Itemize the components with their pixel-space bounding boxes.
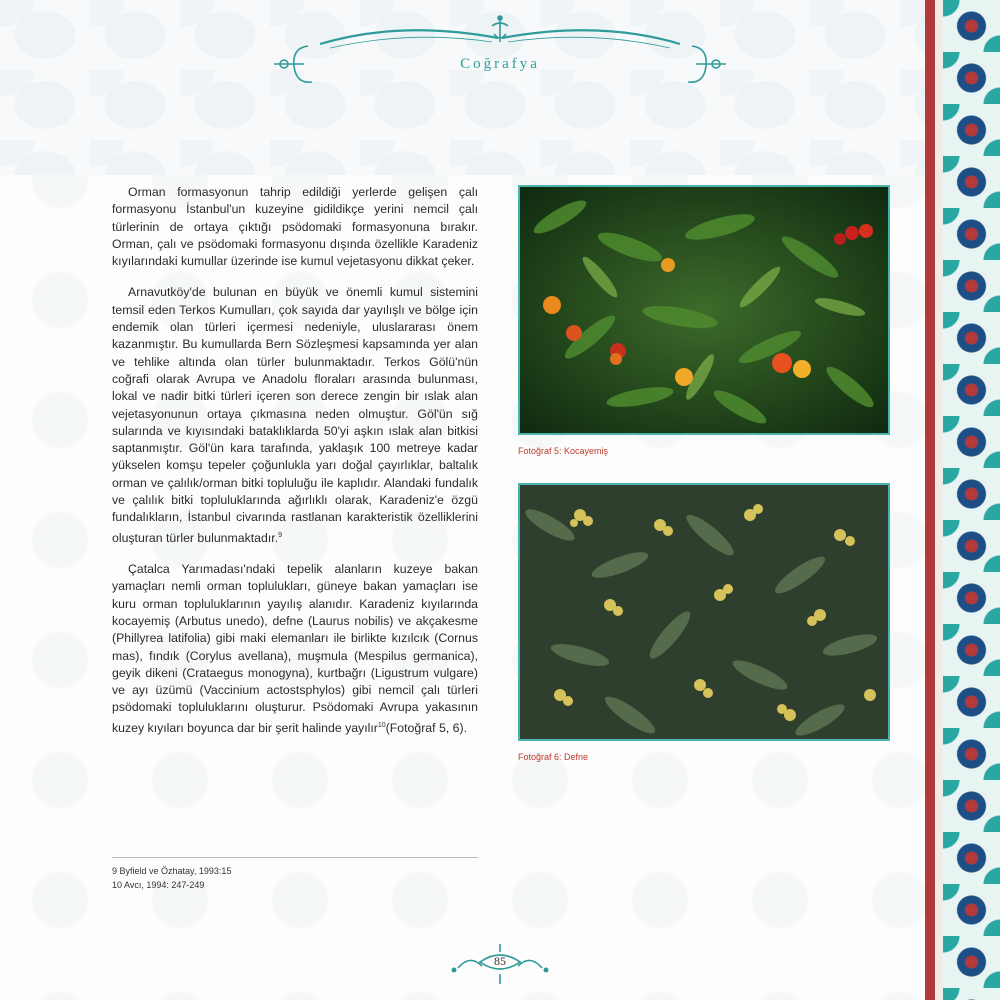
- paragraph-1: Orman formasyonun tahrip edildiği yerlerde gelişen çalı formasyonu İstanbul'un kuzeyine gidildikçe yerini nemcil çalı türlerinin de ortaya çıktığı psödomaki formasyonuna bırakır. Orman, çalı ve psödomaki formasyonu dışında özellikle Karadeniz kıyılarındaki kumullar üzerinde ise kumul vejetasyonu dikkat çeker.: [112, 185, 478, 269]
- caption-photo-5: Fotoğraf 5: Kocayemiş: [518, 446, 609, 456]
- border-gap-strip: [935, 0, 943, 1000]
- paragraph-2-text: Arnavutköy'de bulunan en büyük ve önemli kumul sistemini temsil eden Terkos Kumulları, çok sayıda dar yayılışlı ve bölge için endemik olan türleri içermesi nedeniyle, uluslararası önem kazanmıştır. Bu kumullarda Bern Sözleşmesi kapsamında yer alan ve tehlike altında olan türler bulunmaktadır. Terkos Gölü'nün coğrafi olarak Avrupa ve Anadolu floraları arasında bulunması, lokal ve nadir bitki türleri içeren son derece zengin bir ıslak alan vejetasyonunun ortaya çıkmasına neden olmuştur. Göl'ün sığ sularında ve kıyısındaki bataklıklarda 50'yi aşkın ıslak alan bitkisi saptanmıştır. Göl'ün kara tarafında, yaklaşık 100 metreye kadar yükselen komşu tepeler çoğunlukla yarı doğal çayırlıklar, baltalık orman ve çalılık/orman bitki topluluğu ile kaplıdır. Alandaki fundalık ve çalılık bitki topluluklarında ağırlıklı olarak, Karadeniz'e özgü fundalıkların, İstanbul civarında rastlanan karakteristik özelliklerini oluşturan türler bulunmaktadır.: [112, 285, 478, 545]
- paragraph-2: [112, 284, 478, 547]
- defne-illustration: [520, 485, 888, 739]
- kocayemis-illustration: [520, 187, 888, 433]
- footnote-ref-9: 9: [278, 531, 283, 539]
- footnote-9: 9 Byfield ve Özhatay, 1993:15: [112, 866, 232, 876]
- body-text-column: [112, 184, 478, 751]
- footnote-ref-10: 10: [377, 721, 386, 729]
- photo-kocayemis: [518, 185, 890, 435]
- border-red-strip: [925, 0, 935, 1000]
- border-tile-pattern: [943, 0, 1000, 1000]
- header-ornament: [270, 12, 730, 92]
- footnote-divider: [112, 857, 478, 858]
- photo-defne: [518, 483, 890, 741]
- paragraph-3-text: Çatalca Yarımadası'ndaki tepelik alanların kuzeye bakan yamaçları nemli orman toplulukları, güneye bakan yamaçları ise kuru orman topluluklarının yayılış alanıdır. Karadeniz kıyılarında kocayemiş (Arbutus unedo), defne (Laurus nobilis) ve akçakesme (Phillyrea latifolia) gibi maki elemanları ile birlikte kızılcık (Cornus mas), fındık (Corylus avellana), muşmula (Mespilus germanica), geyik dikeni (Crataegus monogyna), kurtbağrı (Ligustrum vulgare) ve ayı üzümü (Vaccinium actostsphylos) gibi nemcil çalı türleri psödomaki topluluklarını oluşturur. Psödomaki Avrupa yakasının kuzey kıyıları boyunca dar bir şerit halinde yayılır: [112, 562, 478, 735]
- footnote-10: 10 Avcı, 1994: 247-249: [112, 880, 205, 890]
- footnotes: [112, 864, 231, 892]
- caption-photo-6: Fotoğraf 6: Defne: [518, 752, 589, 762]
- paragraph-3: [112, 561, 478, 737]
- paragraph-3-tail: (Fotoğraf 5, 6).: [385, 720, 468, 735]
- section-title: Coğrafya: [460, 56, 540, 72]
- page-number: 85: [494, 954, 506, 968]
